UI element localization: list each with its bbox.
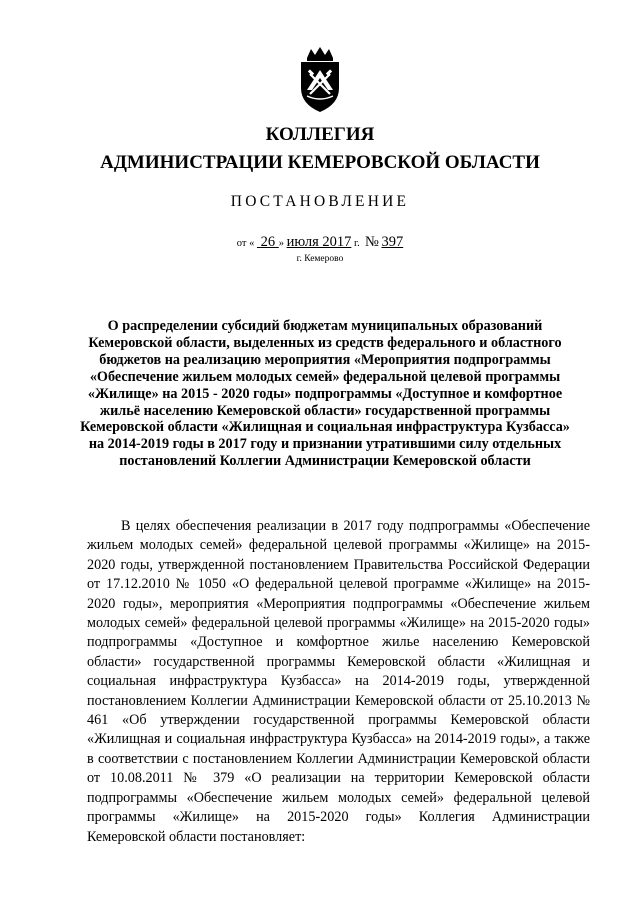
org-name-line2: АДМИНИСТРАЦИИ КЕМЕРОВСКОЙ ОБЛАСТИ — [100, 152, 540, 173]
document-date-number — [0, 235, 640, 251]
org-name-line1: КОЛЛЕГИЯ — [265, 124, 375, 145]
document-type: ПОСТАНОВЛЕНИЕ — [230, 193, 410, 210]
number-sign: № — [365, 234, 379, 250]
date-day: 26 — [260, 234, 276, 250]
document-body-paragraph: В целях обеспечения реализации в 2017 году подпрограммы «Обеспечение жильем молодых семей» федеральной целевой программы «Жилище» на 2015-2020 годы, утвержденной постановлением Правительства Российской Федерации от 17.12.2010 № 1050 «О федеральной целевой программе «Жилище» на 2015-2020 годы», мероприятия «Мероприятия подпрограммы «Обеспечение жильем молодых семей» федеральной целевой программы «Жилище» на 2015-2020 годы» подпрограммы «Доступное и комфортное жилье населению Кемеровской области» государственной программы Кемеровской области «Жилищная и социальная инфраструктура Кузбасса» на 2014-2019 годы, утвержденной постановлением Коллегии Администрации Кемеровской области от 25.10.2013 № 461 «Об утверждении государственной программы Кемеровской области «Жилищная и социальная инфраструктура Кузбасса» на 2014-2019 годы», а также в соответствии с постановлением Коллегии Администрации Кемеровской области от 10.08.2011 № 379 «О реализации на территории Кемеровской области подпрограммы «Обеспечение жильем молодых семей» федеральной целевой программы «Жилище» на 2015-2020 годы» Коллегия Администрации Кемеровской области постановляет: — [87, 518, 590, 845]
city-name: г. Кемерово — [296, 254, 344, 264]
date-prefix: от « — [236, 238, 255, 249]
date-day-suffix: » — [278, 238, 284, 249]
date-month-year: июля 2017 — [286, 234, 352, 250]
document-title: О распределении субсидий бюджетам муниципальных образований Кемеровской области, выделенных из средств федерального и областного бюджетов на реализацию мероприятия «Мероприятия подпрограммы «Обеспечение жильем молодых семей» федеральной целевой программы «Жилище» на 2015 - 2020 годы» подпрограммы «Доступное и комфортное жильё населению Кемеровской области» государственной программы Кемеровской области «Жилищная и социальная инфраструктура Кузбасса» на 2014-2019 годы в 2017 году и признании утратившими силу отдельных постановлений Коллегии Администрации Кемеровской области — [80, 318, 570, 470]
year-suffix: г. — [354, 238, 360, 249]
document-number: 397 — [381, 234, 404, 250]
coat-of-arms-emblem — [293, 46, 347, 114]
